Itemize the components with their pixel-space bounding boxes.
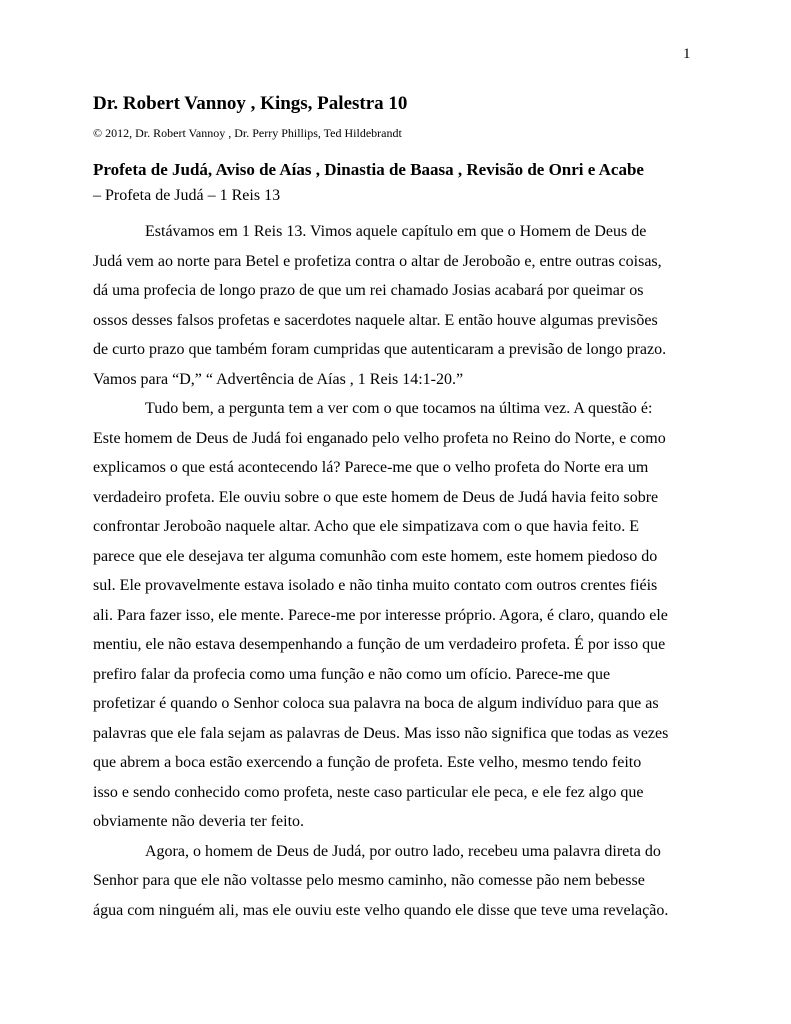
page-number: 1 [683,46,691,62]
paragraph-3 [93,837,743,926]
section-heading: Profeta de Judá, Aviso de Aías , Dinastia de Baasa , Revisão de Onri e Acabe [93,160,644,179]
text-line: prefiro falar da profecia como uma função e não como um ofício. Parece-me que [93,665,611,683]
text-line: sul. Ele provavelmente estava isolado e não tinha muito contato com outros crentes fiéis [93,577,658,594]
text-line: profetizar é quando o Senhor coloca sua palavra na boca de algum indivíduo para que as [93,695,659,712]
text-line: obviamente não deveria ter feito. [93,813,305,830]
text-line: água com ninguém ali, mas ele ouviu este velho quando ele disse que teve uma revelação. [93,901,669,919]
text-line: Agora, o homem de Deus de Judá, por outro lado, recebeu uma palavra direta do [145,842,661,860]
text-line: parece que ele desejava ter alguma comunhão com este homem, este homem piedoso do [93,547,658,565]
text-line: Tudo bem, a pergunta tem a ver com o que tocamos na última vez. A questão é: [145,400,653,417]
text-line: de curto prazo que também foram cumpridas que autenticaram a previsão de longo prazo. [93,341,667,358]
text-line: verdadeiro profeta. Ele ouviu sobre o que este homem de Deus de Judá havia feito sobre [93,488,659,506]
subheading: – Profeta de Judá – 1 Reis 13 [93,187,281,204]
copyright-line: © 2012, Dr. Robert Vannoy , Dr. Perry Phillips, Ted Hildebrandt [93,126,402,140]
text-line: confrontar Jeroboão naquele altar. Acho que ele simpatizava com o que havia feito. E [93,518,640,535]
text-line: ossos desses falsos profetas e sacerdotes naquele altar. E então houve algumas previsões [93,311,658,329]
text-line: palavras que ele fala sejam as palavras de Deus. Mas isso não significa que todas as vezes [93,724,669,742]
paragraph-2 [93,394,743,837]
text-line: que abrem a boca estão exercendo a função de profeta. Este velho, mesmo tendo feito [93,754,642,771]
document-title: Dr. Robert Vannoy , Kings, Palestra 10 [93,93,408,114]
text-line: dá uma profecia de longo prazo de que um rei chamado Josias acabará por queimar os [93,282,644,299]
text-line: isso e sendo conhecido como profeta, neste caso particular ele peca, e ele fez algo que [93,783,644,801]
text-line: Judá vem ao norte para Betel e profetiza contra o altar de Jeroboão e, entre outras coisas, [93,252,662,270]
text-line: ali. Para fazer isso, ele mente. Parece-me por interesse próprio. Agora, é claro, quando ele [93,606,668,624]
text-line: Este homem de Deus de Judá foi enganado pelo velho profeta no Reino do Norte, e como [93,429,666,447]
text-line: explicamos o que está acontecendo lá? Parece-me que o velho profeta do Norte era um [93,459,649,476]
paragraph-1 [93,217,743,394]
text-line: Estávamos em 1 Reis 13. Vimos aquele capítulo em que o Homem de Deus de [145,223,647,240]
text-line: Vamos para “D,” “ Advertência de Aías , 1 Reis 14:1-20.” [93,370,464,388]
text-line: Senhor para que ele não voltasse pelo mesmo caminho, não comesse pão nem bebesse [93,872,645,889]
text-line: mentiu, ele não estava desempenhando a função de um verdadeiro profeta. É por isso que [93,636,666,653]
document-body [93,217,743,925]
